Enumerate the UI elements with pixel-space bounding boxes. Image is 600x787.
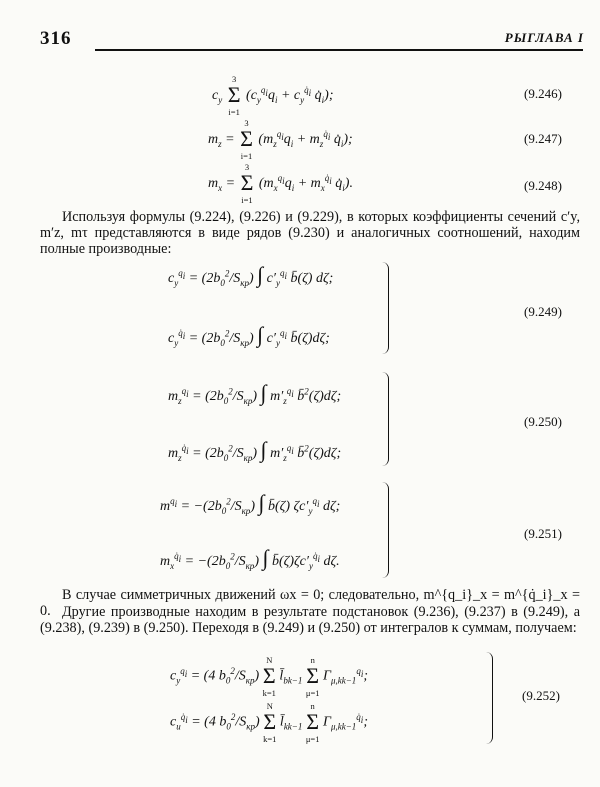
equation-number: (9.248) bbox=[524, 178, 562, 193]
summation-symbol: n Σ μ=1 bbox=[305, 655, 320, 698]
summation-symbol: 3 Σ i=1 bbox=[240, 162, 254, 205]
equation-rhs: ($m_x^{q_i}q_i + m_x^{q̇_i}$ $q̇_i$). bbox=[258, 173, 353, 193]
summation-symbol: 3 Σ i=1 bbox=[227, 74, 241, 117]
equation-lhs: $c_y$ bbox=[212, 87, 223, 105]
page-number: 316 bbox=[40, 28, 72, 49]
equation-number: (9.246) bbox=[524, 86, 562, 101]
integral-mx-qi: $m^{q_i} = -(2b_0^2/S_{кр})$ ∫ b̄(ζ) $\zeta c'_y^{q_i}$ dζ; bbox=[160, 490, 341, 516]
equation-number: (9.251) bbox=[524, 526, 562, 541]
integral-mx-qidot: $m_x^{q̇_i} = -(2b_0^2/S_{кр})$ ∫ $b̄(\zeta)\zeta c'_y^{q̇_i}$ dζ. bbox=[160, 545, 340, 571]
equation-rhs: ($c_y^{q_i}q_i + c_y^{q̇_i}$ $q̇_i$); bbox=[246, 85, 334, 105]
integral-symbol: ∫ bbox=[260, 380, 267, 405]
integral-mz-qidot: $m_z^{q̇_i} = (2b_0^2/S_{кр})$ ∫ $m'_z^{q_i}$ b̄$^2$(ζ)dζ; bbox=[168, 437, 342, 463]
equation-9-246 bbox=[212, 74, 333, 117]
equation-9-247 bbox=[208, 118, 353, 161]
brace-9-249 bbox=[382, 262, 389, 354]
sum-cu-qidot: $c_u^{q̇_i} = (4$ $b_0^2/S_{кр}$) N Σ k=1 $l̄_{kk-1}$ n Σ μ=1 $\Gamma_{\mu,kk-1}^{q̇_i}$; bbox=[170, 701, 368, 744]
integral-cy-qidot: $c_y^{q̇_i} = (2b_0^2/S_{кр})$ ∫ $c'_y^{q_i}$ b̄(ζ)dζ; bbox=[168, 322, 330, 348]
integral-symbol: ∫ bbox=[260, 437, 267, 462]
sum-cy-qi: $c_y^{q_i} = (4$ $b_0^2/S_{кр}$) N Σ k=1 $l̄_{bk-1}$ n Σ μ=1 $\Gamma_{\mu,kk-1}^{q_i}$; bbox=[170, 655, 368, 698]
paragraph-symmetric: В случае симметричных движений ωx = 0; следовательно, m^{q_i}_x = m^{q̇_i}_x = 0. bbox=[40, 587, 580, 619]
paragraph-substitution: Другие производные находим в результате подстановок (9.236), (9.237) в (9.249), а (9.238), (9.239) в (9.250). Переходя в (9.249) и (9.250) от интегралов к суммам, получаем: bbox=[40, 604, 580, 636]
equation-number: (9.249) bbox=[524, 304, 562, 319]
chapter-heading: РЫГЛАВА I bbox=[504, 30, 584, 45]
brace-9-252 bbox=[486, 652, 493, 744]
integral-symbol: ∫ bbox=[258, 490, 265, 515]
equation-number: (9.252) bbox=[522, 688, 560, 703]
summation-symbol: n Σ μ=1 bbox=[305, 701, 320, 744]
integral-symbol: ∫ bbox=[262, 545, 269, 570]
integral-symbol: ∫ bbox=[257, 322, 264, 347]
summation-symbol: N Σ k=1 bbox=[262, 655, 276, 698]
summation-symbol: N Σ k=1 bbox=[263, 701, 277, 744]
integral-mz-qi: $m_z^{q_i} = (2b_0^2/S_{кр})$ ∫ $m'_z^{q_i}$ b̄$^2$(ζ)dζ; bbox=[168, 380, 342, 406]
paragraph-intro: Используя формулы (9.224), (9.226) и (9.229), в которых коэффициенты сечений c′y, m′z, mτ представляются в виде рядов (9.230) и аналогичных соотношений, находим полные производные: bbox=[40, 209, 580, 257]
equation-9-248 bbox=[208, 162, 353, 205]
equation-number: (9.247) bbox=[524, 131, 562, 146]
summation-symbol: 3 Σ i=1 bbox=[240, 118, 253, 161]
brace-9-250 bbox=[382, 372, 389, 466]
equation-number: (9.250) bbox=[524, 414, 562, 429]
equation-rhs: ($m_z^{q_i}q_i + m_z^{q̇_i}$ $q̇_i$); bbox=[258, 129, 353, 149]
header-rule bbox=[95, 49, 583, 51]
equation-lhs: $m_x$ = bbox=[208, 175, 236, 193]
brace-9-251 bbox=[382, 482, 389, 578]
integral-symbol: ∫ bbox=[257, 262, 264, 287]
equation-lhs: $m_z$ = bbox=[208, 131, 235, 149]
integral-cy-qi: $c_y^{q_i} = (2b_0^2/S_{кр})$ ∫ $c'_y^{q_i}$ b̄(ζ) dζ; bbox=[168, 262, 334, 288]
